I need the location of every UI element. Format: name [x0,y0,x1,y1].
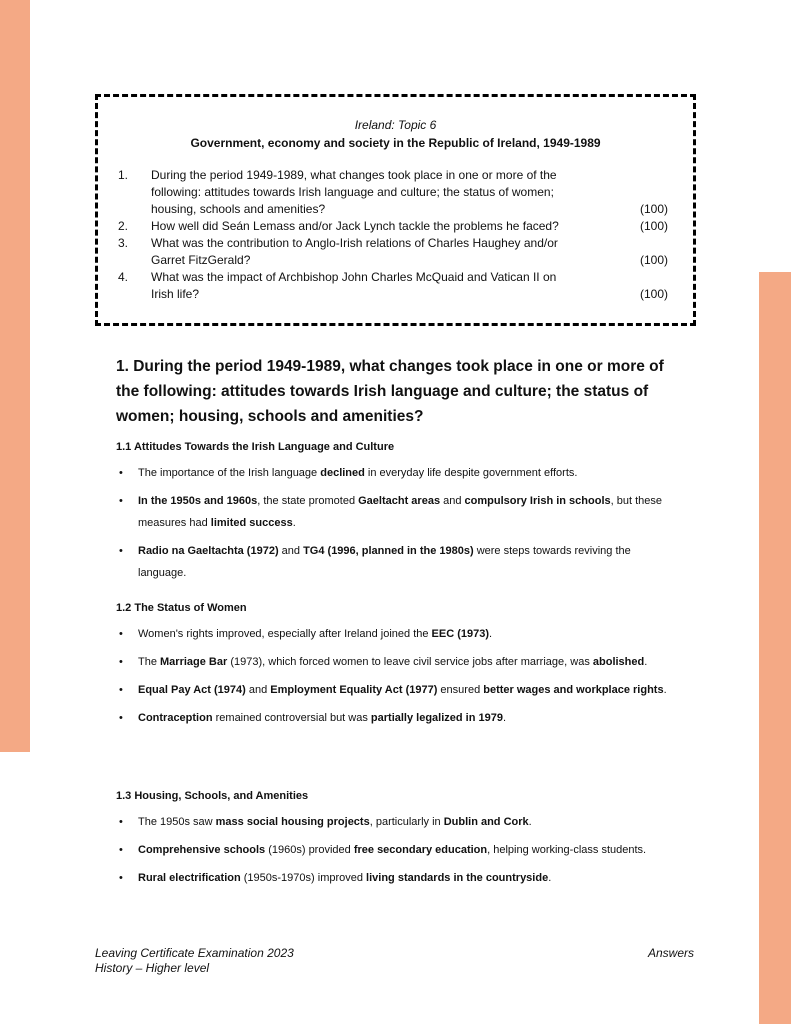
bold-text: abolished [592,656,645,668]
question-line [118,201,668,218]
bold-text: compulsory Irish in schools [464,495,611,507]
text-span: , the state promoted [257,495,359,507]
text-span: , but these measures had [138,495,662,529]
question-list [118,167,668,303]
footer-level: History – Higher level [95,961,210,975]
text-span: . [548,872,552,884]
question-text: How well did Seán Lemass and/or Jack Lynch tackle the problems he faced? [151,219,559,233]
text-span: (1950s-1970s) improved [240,872,367,884]
bullet-item [116,490,676,534]
bullet-item [116,462,676,484]
question-line [118,252,668,269]
section-title: 1.2 The Status of Women [116,602,247,614]
bullet-list [116,811,676,895]
text-span: and [245,684,271,696]
question-text: Garret FitzGerald? [151,253,251,267]
answer-heading: 1. During the period 1949-1989, what changes took place in one or more of the following: attitudes towards Irish language and culture; the status of women; housing, schools and amenities? [116,358,664,425]
question-line [118,286,668,303]
text-span: . [663,684,667,696]
question-text: following: attitudes towards Irish language and culture; the status of women; [151,185,554,199]
question-number: 4. [118,270,129,284]
question-mark: (100) [639,287,668,301]
text-span: (1960s) provided [265,844,354,856]
text-span: , particularly in [369,816,444,828]
bullet-item [116,679,676,701]
footer-exam-info [95,946,294,976]
question-mark: (100) [639,253,668,267]
bullet-item [116,623,676,645]
section-title: 1.1 Attitudes Towards the Irish Language and Culture [116,441,395,453]
bold-text: living standards in the countryside [366,872,549,884]
bold-text: free secondary education [353,844,488,856]
text-span: Women's rights improved, especially after Ireland joined the [138,628,432,640]
text-span: . [644,656,648,668]
bold-text: In the 1950s and 1960s [138,495,258,507]
question-line [118,269,668,286]
bold-text: Marriage Bar [160,656,228,668]
text-span: remained controversial but was [212,712,371,724]
text-span: ensured [437,684,484,696]
bold-text: Comprehensive schools [138,844,266,856]
footer-answers-label: Answers [648,946,695,960]
text-span: in everyday life despite government efforts. [364,467,578,479]
text-span: (1973), which forced women to leave civil service jobs after marriage, was [227,656,593,668]
bold-text: mass social housing projects [215,816,370,828]
bold-text: better wages and workplace rights [483,684,664,696]
bold-text: TG4 (1996, planned in the 1980s) [303,545,474,557]
text-span: The importance of the Irish language [138,467,321,479]
question-line [118,235,668,252]
bold-text: Employment Equality Act (1977) [270,684,438,696]
text-span: . [528,816,532,828]
right-accent-bar [759,272,791,1024]
question-mark: (100) [639,202,668,216]
question-number [118,184,151,201]
question-mark: (100) [639,219,668,233]
text-span: The 1950s saw [138,816,216,828]
bold-text: Equal Pay Act (1974) [138,684,246,696]
bullet-item [116,839,676,861]
footer-exam-title: Leaving Certificate Examination 2023 [95,946,294,960]
question-text: Irish life? [151,287,200,301]
bold-text: declined [320,467,365,479]
question-text: What was the contribution to Anglo-Irish relations of Charles Haughey and/or [151,236,558,250]
text-span: . [292,517,296,529]
question-box [95,94,696,326]
left-accent-bar [0,0,30,752]
question-line [118,167,668,184]
bold-text: Radio na Gaeltachta (1972) [138,545,279,557]
topic-title: Government, economy and society in the Republic of Ireland, 1949-1989 [190,136,601,150]
text-span: . [489,628,493,640]
bullet-item [116,651,676,673]
text-span: and [440,495,465,507]
question-number [118,252,151,269]
bullet-item [116,811,676,833]
text-span: . [502,712,507,724]
question-number [118,286,151,303]
question-line [118,184,668,201]
bullet-list [116,623,676,735]
question-text: housing, schools and amenities? [151,202,326,216]
bullet-item [116,867,676,889]
question-text: During the period 1949-1989, what changes took place in one or more of the [151,168,557,182]
question-text: What was the impact of Archbishop John Charles McQuaid and Vatican II on [151,270,557,284]
bullet-list [116,462,676,590]
question-number [118,201,151,218]
text-span: were steps towards reviving the language. [138,545,631,579]
bold-text: Contraception [138,712,213,724]
bullet-item [116,540,676,584]
bold-text: EEC (1973) [431,628,490,640]
text-span: and [278,545,304,557]
bullet-item [116,707,676,729]
text-span: , helping working-class students. [487,844,647,856]
question-number: 1. [118,168,129,182]
bold-text: Rural electrification [138,872,241,884]
bold-text: Dublin and Cork [443,816,529,828]
bold-text: Gaeltacht areas [358,495,441,507]
question-line [118,218,668,235]
question-number: 3. [118,236,129,250]
question-number: 2. [118,219,129,233]
text-span: The [138,656,161,668]
bold-text: limited success [210,517,293,529]
bold-text: partially legalized in 1979 [370,712,503,724]
topic-label: Ireland: Topic 6 [354,118,437,132]
section-title: 1.3 Housing, Schools, and Amenities [116,790,309,802]
